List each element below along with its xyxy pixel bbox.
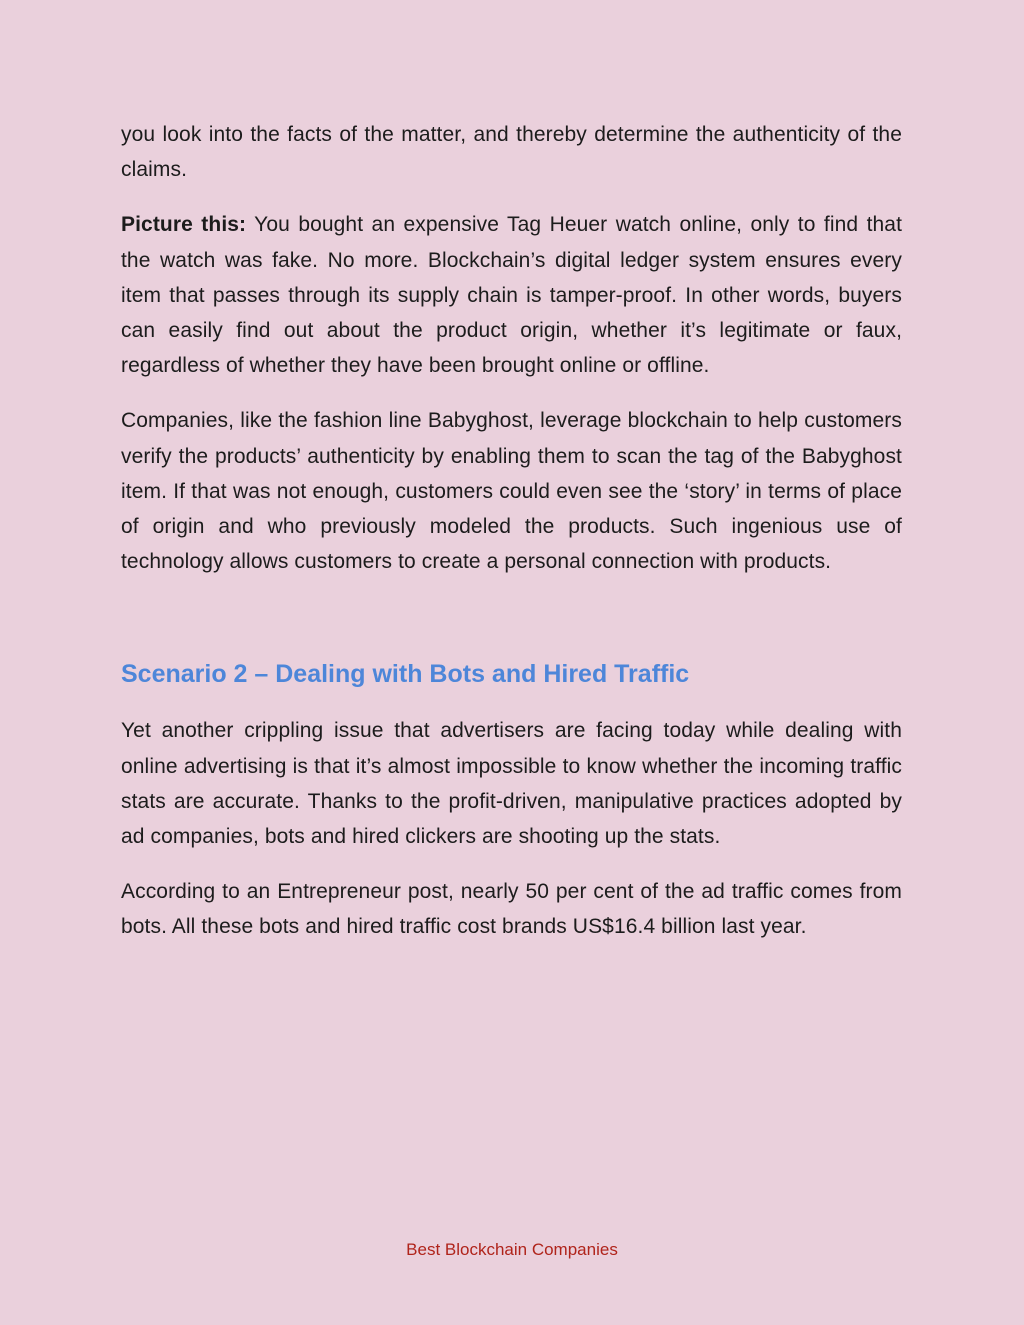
picture-this-lead: Picture this: xyxy=(121,213,247,237)
section-heading-scenario-2: Scenario 2 – Dealing with Bots and Hired Traffic xyxy=(121,660,690,689)
paragraph-picture-this xyxy=(121,207,902,383)
document-body xyxy=(121,117,902,965)
paragraph-traffic-stats: Yet another crippling issue that advertisers are facing today while dealing with online advertising is that it’s almost impossible to know whether the incoming traffic stats are accurate. Thanks to the profit-driven, manipulative practices adopted by ad companies, bots and hired clickers are shooting up the stats. xyxy=(121,719,902,849)
paragraph-babyghost: Companies, like the fashion line Babyghost, leverage blockchain to help customers verify the products’ authenticity by enabling them to scan the tag of the Babyghost item. If that was not enough, customers could even see the ‘story’ in terms of place of origin and who previously modeled the products. Such ingenious use of technology allows customers to create a personal connection with products. xyxy=(121,409,902,574)
picture-this-body: You bought an expensive Tag Heuer watch online, only to find that the watch was fake. No more. Blockchain’s digital ledger system ensures every item that passes through its supply chain is tamper-proof. In other words, buyers can easily find out about the product origin, whether it’s legitimate or faux, regardless of whether they have been brought online or offline. xyxy=(121,213,902,378)
paragraph-authenticity-claims: you look into the facts of the matter, and thereby determine the authenticity of the claims. xyxy=(121,123,902,182)
page-footer: Best Blockchain Companies xyxy=(406,1240,618,1259)
paragraph-entrepreneur-post: According to an Entrepreneur post, nearly 50 per cent of the ad traffic comes from bots. All these bots and hired traffic cost brands US$16.4 billion last year. xyxy=(121,880,902,939)
